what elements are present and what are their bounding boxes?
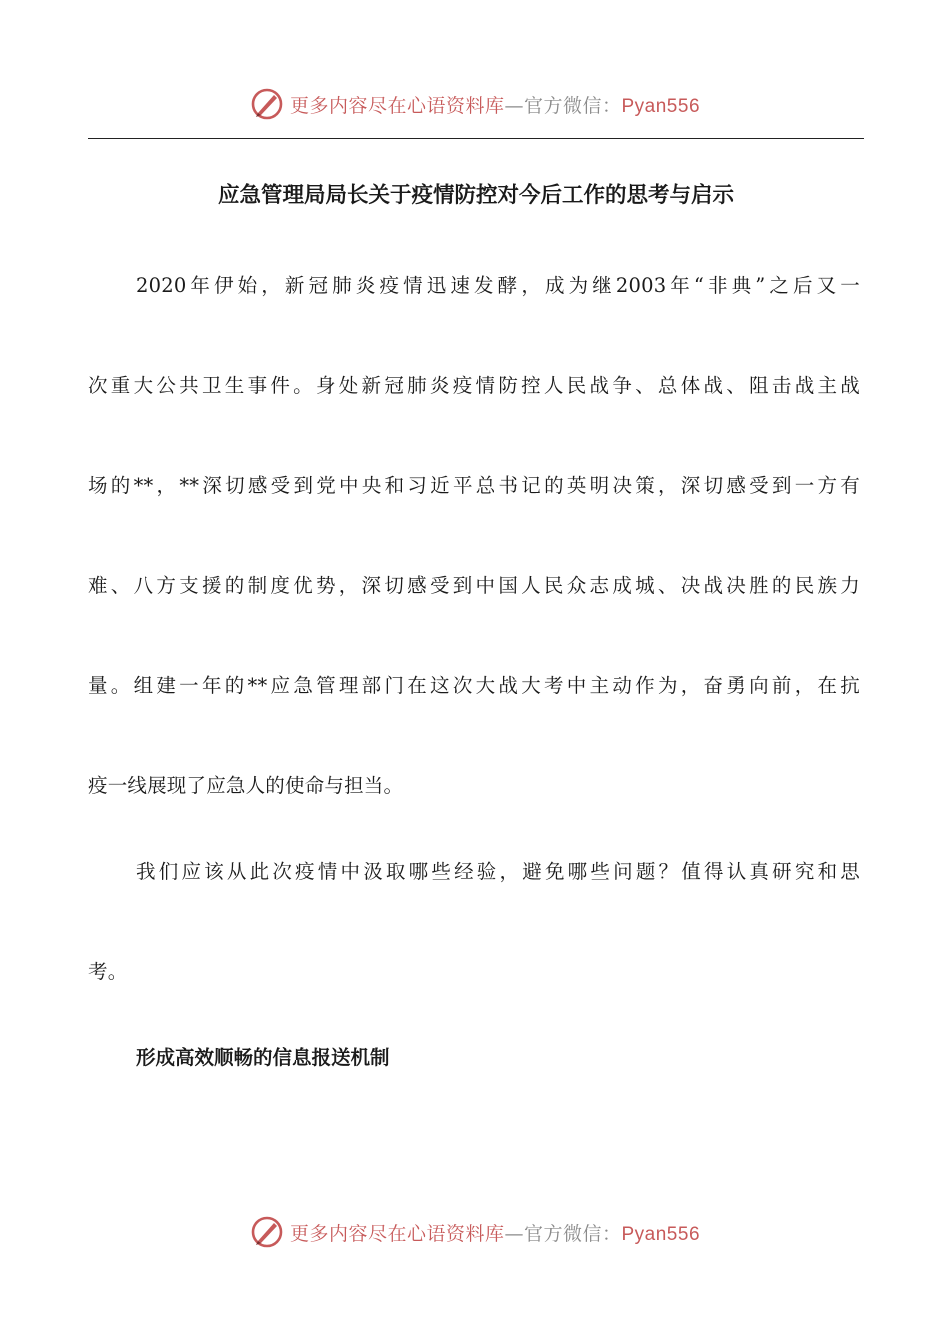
watermark-wechat-id: Pyan556 — [621, 95, 701, 117]
watermark-separator: — — [504, 94, 524, 117]
watermark-wechat-id: Pyan556 — [621, 1223, 701, 1245]
paragraph-line: 场的**，**深切感受到党中央和习近平总书记的英明决策，深切感受到一方有 — [88, 474, 860, 497]
paragraph-line: 量。组建一年的**应急管理部门在这次大战大考中主动作为，奋勇向前，在抗 — [88, 674, 860, 697]
paragraph-line: 我们应该从此次疫情中汲取哪些经验，避免哪些问题？值得认真研究和思 — [136, 860, 860, 883]
header-divider — [88, 138, 864, 139]
header-watermark — [0, 84, 950, 124]
watermark-text — [290, 91, 700, 118]
watermark-wechat-label: 官方微信： — [523, 94, 622, 117]
paragraph-line: 疫一线展现了应急人的使命与担当。 — [88, 774, 404, 797]
watermark-main: 更多内容尽在心语资料库 — [289, 1222, 505, 1245]
paragraph-line: 难、八方支援的制度优势，深切感受到中国人民众志成城、决战决胜的民族力 — [88, 574, 860, 597]
watermark-main: 更多内容尽在心语资料库 — [289, 94, 505, 117]
section-heading: 形成高效顺畅的信息报送机制 — [136, 1046, 390, 1069]
pen-logo-icon — [250, 87, 284, 121]
pen-logo-icon — [250, 1215, 284, 1249]
watermark-separator: — — [504, 1222, 524, 1245]
watermark-text — [290, 1219, 700, 1246]
document-title: 应急管理局局长关于疫情防控对今后工作的思考与启示 — [217, 183, 734, 208]
watermark-wechat-label: 官方微信： — [523, 1222, 622, 1245]
paragraph-line: 考。 — [88, 960, 128, 983]
paragraph-line: 2020年伊始，新冠肺炎疫情迅速发酵，成为继2003年“非典”之后又一 — [136, 274, 860, 297]
paragraph-line: 次重大公共卫生事件。身处新冠肺炎疫情防控人民战争、总体战、阻击战主战 — [88, 374, 860, 397]
footer-watermark — [0, 1212, 950, 1252]
